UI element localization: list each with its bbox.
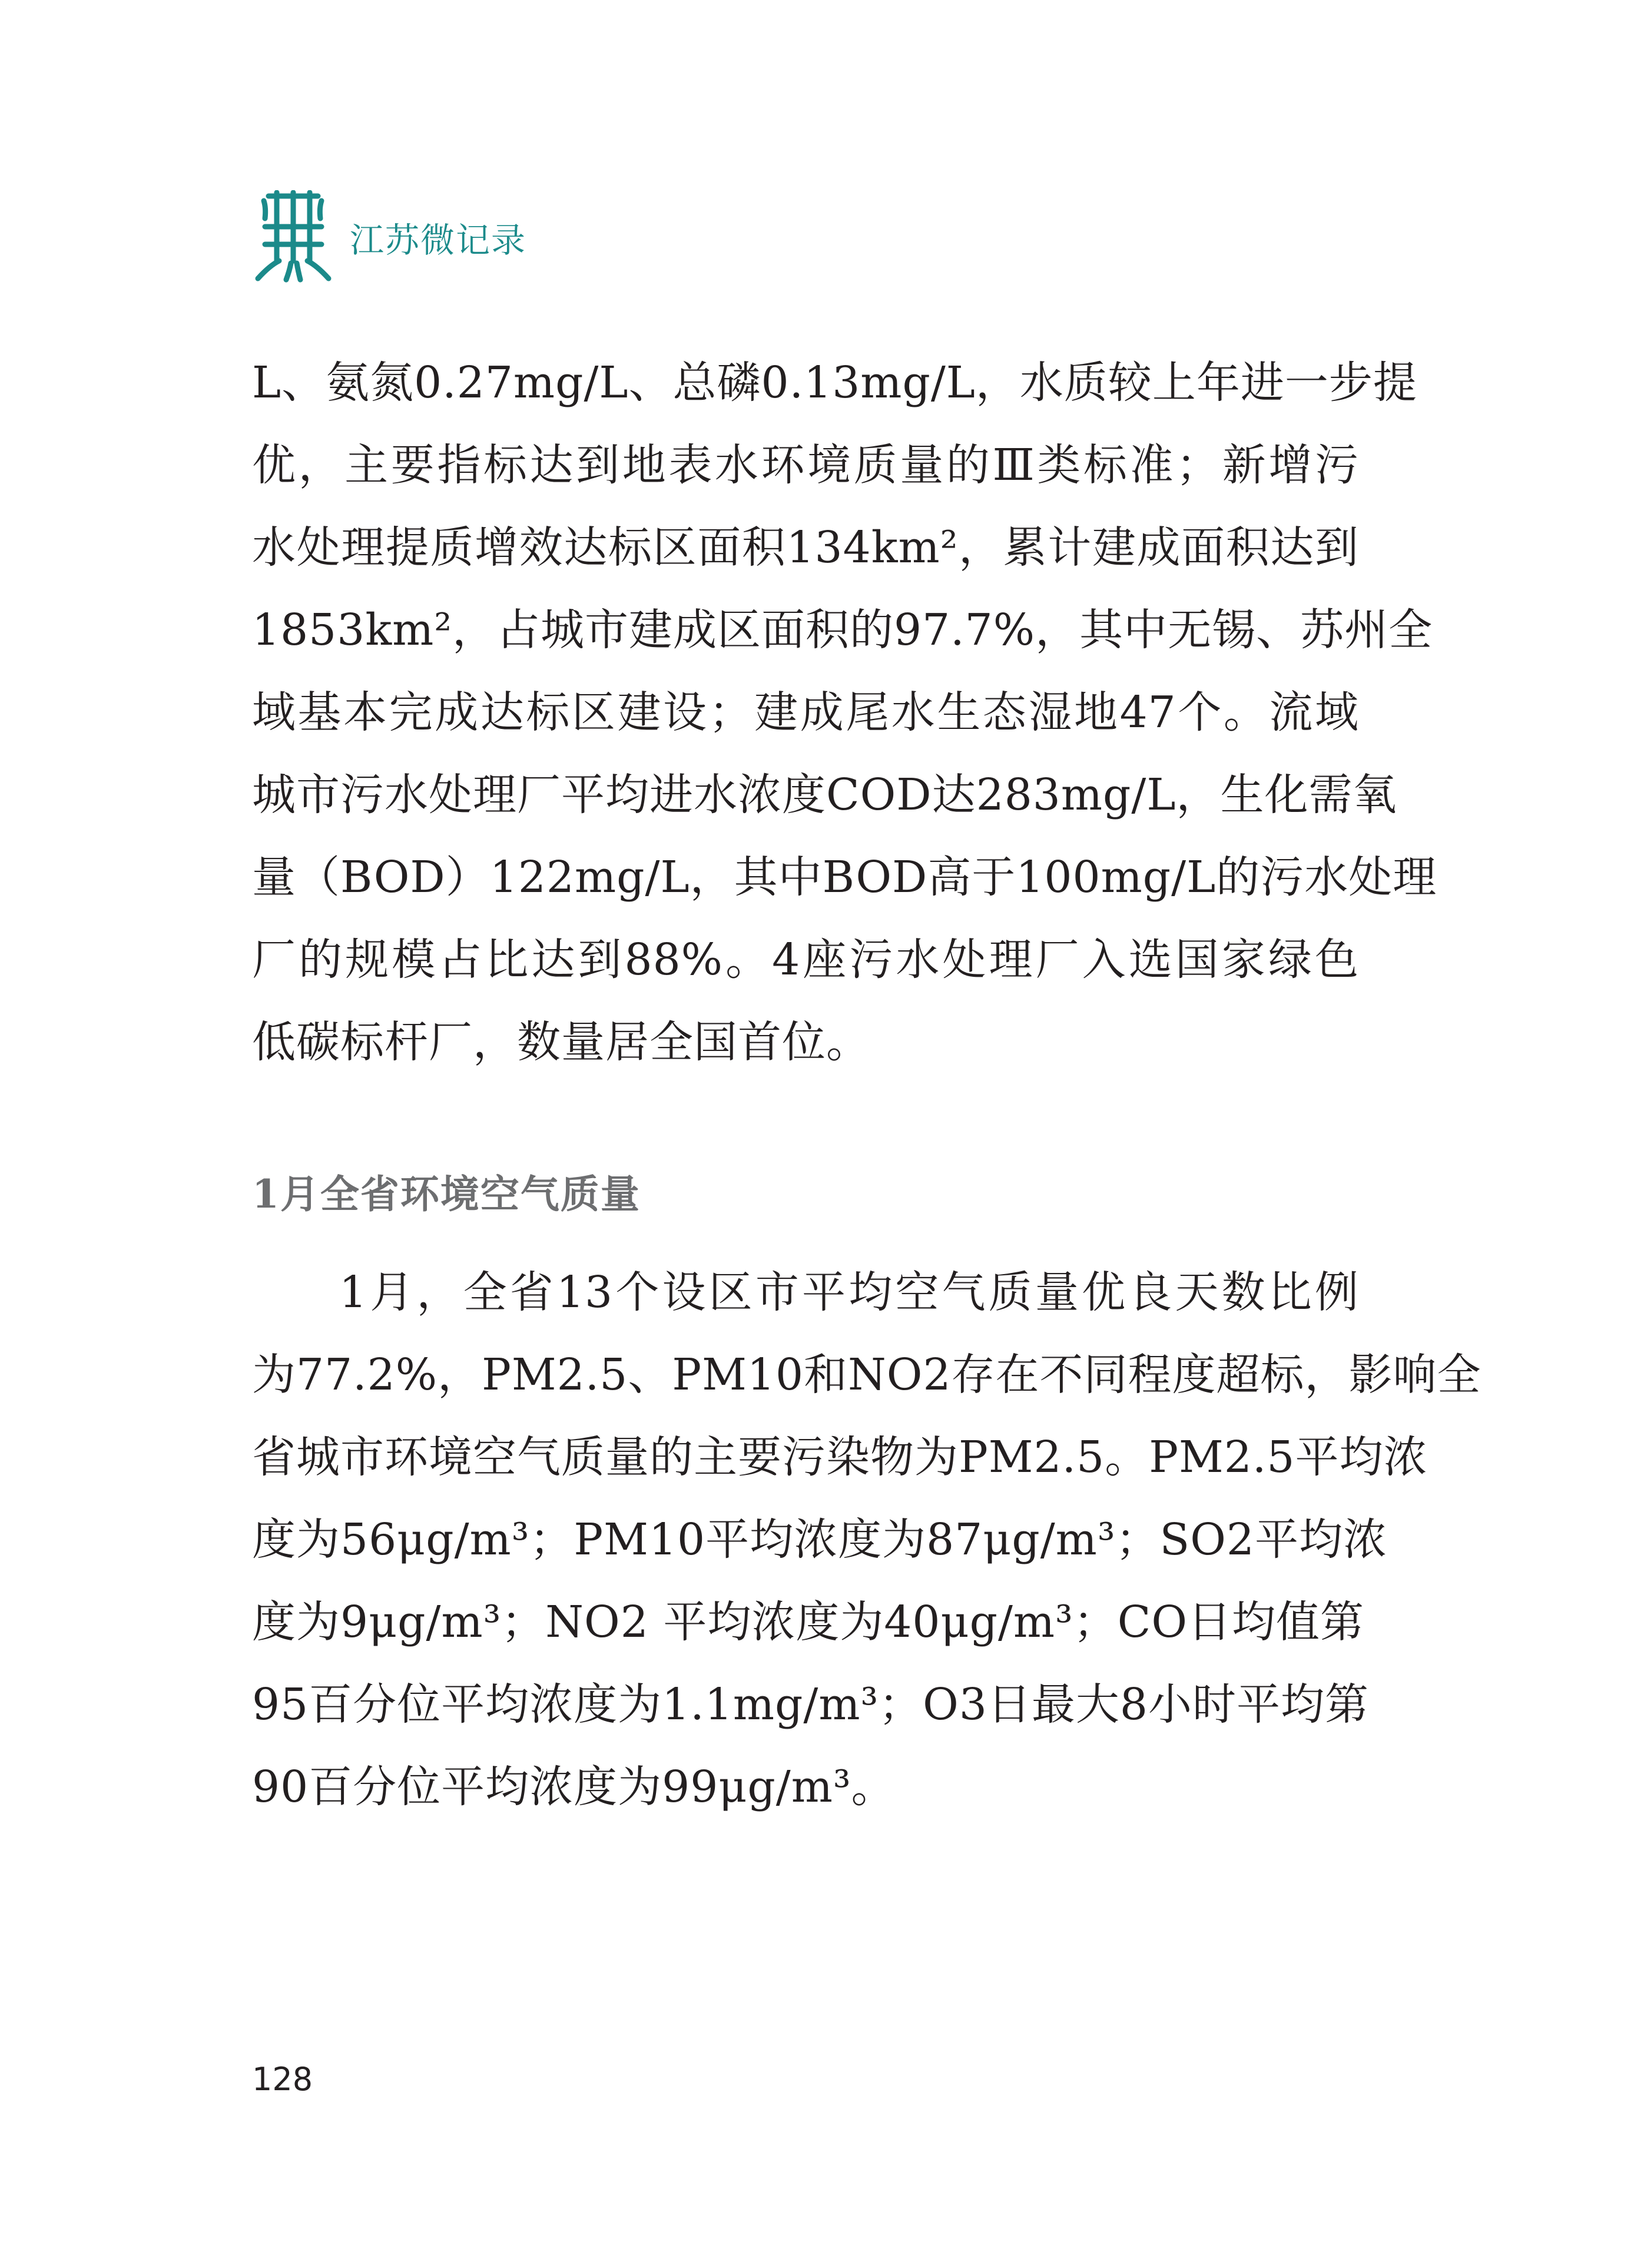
text-line: 度为56μg/m³；PM10平均浓度为87μg/m³；SO2平均浓 (252, 1514, 1387, 1565)
text-line: 省城市环境空气质量的主要污染物为PM2.5。PM2.5平均浓 (252, 1432, 1428, 1483)
text-line: 1月，全省13个设区市平均空气质量优良天数比例 (339, 1267, 1359, 1318)
text-line: 量（BOD）122mg/L，其中BOD高于100mg/L的污水处理 (252, 852, 1437, 903)
header-title: 江苏微记录 (350, 220, 527, 260)
text-line: 为77.2%，PM2.5、PM10和NO2存在不同程度超标，影响全 (252, 1349, 1481, 1400)
text-line: L、氨氮0.27mg/L、总磷0.13mg/L，水质较上年进一步提 (252, 357, 1417, 408)
text-line: 域基本完成达标区建设；建成尾水生态湿地47个。流域 (252, 687, 1359, 738)
text-line: 1853km²，占城市建成区面积的97.7%，其中无锡、苏州全 (252, 605, 1433, 655)
text-line: 城市污水处理厂平均进水浓度COD达283mg/L，生化需氧 (252, 770, 1397, 820)
jiangsu-logo-icon (252, 190, 334, 284)
paragraph-air-quality (252, 1251, 1481, 1828)
text-line: 优，主要指标达到地表水环境质量的Ⅲ类标准；新增污 (252, 440, 1359, 490)
text-line: 厂的规模占比达到88%。4座污水处理厂入选国家绿色 (252, 934, 1359, 985)
text-line: 低碳标杆厂，数量居全国首位。 (252, 1017, 870, 1067)
page-number: 128 (252, 2061, 313, 2098)
text-line: 度为9μg/m³；NO2 平均浓度为40μg/m³；CO日均值第 (252, 1597, 1365, 1647)
text-line: 90百分位平均浓度为99μg/m³。 (252, 1762, 896, 1812)
section-heading: 1月全省环境空气质量 (252, 1171, 641, 1217)
paragraph-water-quality (252, 341, 1437, 1083)
text-line: 95百分位平均浓度为1.1mg/m³；O3日最大8小时平均第 (252, 1679, 1369, 1730)
page-header (252, 187, 526, 287)
text-line: 水处理提质增效达标区面积134km²，累计建成面积达到 (252, 522, 1359, 573)
